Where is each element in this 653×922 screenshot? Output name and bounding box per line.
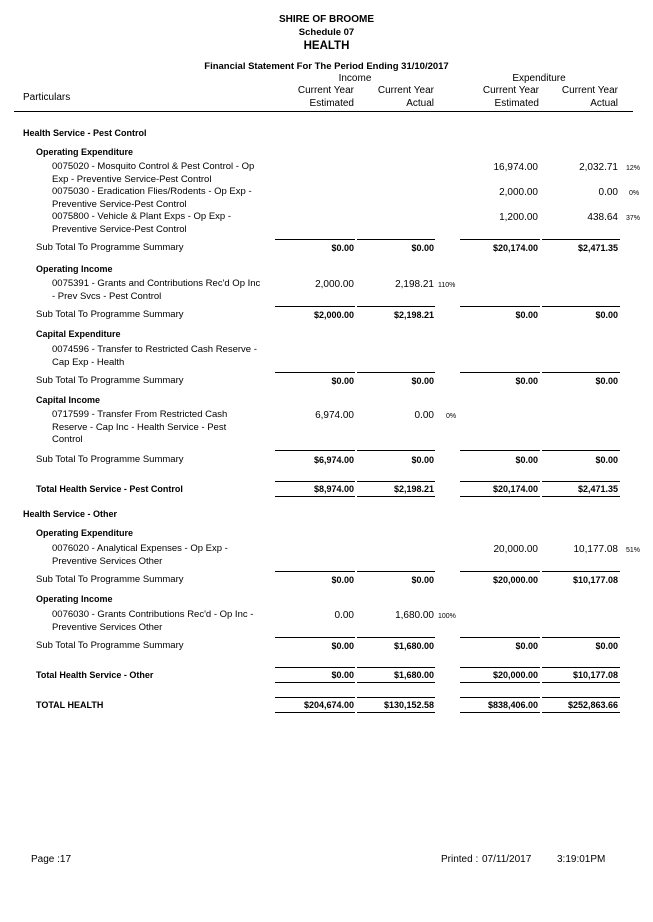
exp-est-heading-1: Current Year: [482, 85, 539, 96]
exp-act-heading-1: Current Year: [561, 85, 618, 96]
subtotal-exp-est: $0.00: [515, 641, 538, 651]
exp-percent: 12%: [626, 165, 641, 172]
subtotal-exp-act: $0.00: [595, 455, 618, 465]
inc-act-heading-2: Actual: [406, 98, 434, 109]
subtotal-inc-act: $2,198.21: [393, 310, 434, 320]
line-item-desc: 0075391 - Grants and Contributions Rec'd Op Inc - Prev Svcs - Pest Control: [52, 278, 261, 302]
grand-total-inc-est: $204,674.00: [303, 700, 354, 710]
line-item-desc: 0076020 - Analytical Expenses - Op Exp - Preventive Services Other: [52, 543, 228, 567]
subtotal-label: Sub Total To Programme Summary: [36, 454, 184, 465]
inc-est-heading-1: Current Year: [297, 85, 354, 96]
total-exp-act: $2,471.35: [577, 484, 618, 494]
grand-total-inc-act: $130,152.58: [383, 700, 434, 710]
exp-act-value: 2,032.71: [579, 162, 618, 173]
particulars-heading: Particulars: [23, 92, 71, 103]
inc-act-value: 2,198.21: [395, 279, 434, 290]
inc-est-heading-2: Estimated: [309, 98, 354, 109]
total-inc-est: $8,974.00: [313, 484, 354, 494]
subtotal-inc-act: $1,680.00: [393, 641, 434, 651]
department-title: HEALTH: [303, 40, 350, 52]
subtotal-exp-est: $20,000.00: [492, 575, 538, 585]
exp-est-value: 2,000.00: [499, 187, 538, 198]
line-item-desc: 0076030 - Grants Contributions Rec'd - Op Inc - Preventive Services Other: [52, 609, 254, 633]
inc-est-value: 0.00: [334, 610, 354, 621]
line-item-desc: 0074596 - Transfer to Restricted Cash Reserve - Cap Exp - Health: [52, 344, 257, 368]
page-number: Page :17: [31, 854, 72, 865]
inc-act-value: 1,680.00: [395, 610, 434, 621]
exp-est-value: 1,200.00: [499, 212, 538, 223]
exp-percent: 37%: [626, 215, 641, 222]
header-divider: [14, 111, 633, 112]
subtotal-inc-est: $0.00: [331, 575, 354, 585]
grand-total-label: TOTAL HEALTH: [36, 700, 104, 710]
total-inc-act: $2,198.21: [393, 484, 434, 494]
group-title-operating-income: Operating Income: [36, 594, 113, 604]
line-item-desc: 0075030 - Eradication Flies/Rodents - Op Exp - Preventive Service-Pest Control: [52, 186, 252, 210]
subtotal-inc-act: $0.00: [411, 575, 434, 585]
group-title-capital-expenditure: Capital Expenditure: [36, 329, 121, 339]
grand-total-exp-est: $838,406.00: [487, 700, 538, 710]
inc-percent: 0%: [446, 413, 457, 420]
exp-est-heading-2: Estimated: [494, 98, 539, 109]
subtotal-exp-est: $20,174.00: [492, 243, 538, 253]
subtotal-inc-est: $0.00: [331, 243, 354, 253]
inc-percent: 100%: [438, 613, 456, 620]
exp-act-value: 0.00: [598, 187, 618, 198]
org-name: SHIRE OF BROOME: [278, 14, 374, 25]
inc-act-heading-1: Current Year: [377, 85, 434, 96]
subtotal-label: Sub Total To Programme Summary: [36, 309, 184, 320]
subtotal-exp-act: $10,177.08: [572, 575, 618, 585]
subtotal-exp-act: $0.00: [595, 641, 618, 651]
printed-time: 3:19:01PM: [557, 854, 606, 865]
subtotal-inc-act: $0.00: [411, 455, 434, 465]
section-title-other: Health Service - Other: [23, 509, 118, 519]
subtotal-label: Sub Total To Programme Summary: [36, 242, 184, 253]
exp-act-value: 438.64: [587, 212, 618, 223]
exp-est-value: 16,974.00: [493, 162, 538, 173]
subtotal-exp-act: $0.00: [595, 310, 618, 320]
printed-label: Printed :: [441, 854, 479, 865]
exp-act-heading-2: Actual: [590, 98, 618, 109]
inc-percent: 110%: [438, 282, 456, 289]
subtotal-inc-est: $2,000.00: [313, 310, 354, 320]
inc-est-value: 2,000.00: [315, 279, 354, 290]
total-exp-est: $20,174.00: [492, 484, 538, 494]
section-total-label: Total Health Service - Other: [36, 670, 154, 680]
exp-act-value: 10,177.08: [573, 544, 618, 555]
line-item-desc: 0717599 - Transfer From Restricted Cash Reserve - Cap Inc - Health Service - Pest Control: [52, 409, 228, 445]
subtotal-exp-est: $0.00: [515, 376, 538, 386]
section-total-label: Total Health Service - Pest Control: [36, 484, 183, 494]
exp-est-value: 20,000.00: [493, 544, 538, 555]
total-exp-est: $20,000.00: [492, 670, 538, 680]
subtotal-inc-act: $0.00: [411, 243, 434, 253]
total-inc-est: $0.00: [331, 670, 354, 680]
subtotal-exp-act: $2,471.35: [577, 243, 618, 253]
inc-est-value: 6,974.00: [315, 410, 354, 421]
subtotal-label: Sub Total To Programme Summary: [36, 574, 184, 585]
income-group-heading: Income: [338, 73, 372, 84]
section-title-pest-control: Health Service - Pest Control: [23, 128, 147, 138]
subtotal-exp-act: $0.00: [595, 376, 618, 386]
group-title-operating-expenditure: Operating Expenditure: [36, 147, 134, 157]
expenditure-group-heading: Expenditure: [512, 73, 566, 84]
subtotal-inc-est: $0.00: [331, 376, 354, 386]
total-inc-act: $1,680.00: [393, 670, 434, 680]
schedule-label: Schedule 07: [298, 27, 355, 38]
exp-percent: 0%: [629, 190, 640, 197]
inc-act-value: 0.00: [414, 410, 434, 421]
subtotal-inc-est: $0.00: [331, 641, 354, 651]
subtotal-exp-est: $0.00: [515, 455, 538, 465]
line-item-desc: 0075020 - Mosquito Control & Pest Control - Op Exp - Preventive Service-Pest Control: [52, 161, 255, 185]
printed-date: 07/11/2017: [482, 854, 532, 865]
subtotal-inc-act: $0.00: [411, 376, 434, 386]
group-title-operating-income: Operating Income: [36, 264, 113, 274]
subtotal-exp-est: $0.00: [515, 310, 538, 320]
grand-total-exp-act: $252,863.66: [567, 700, 618, 710]
total-exp-act: $10,177.08: [572, 670, 618, 680]
line-item-desc: 0075800 - Vehicle & Plant Exps - Op Exp - Preventive Service-Pest Control: [52, 211, 232, 235]
group-title-capital-income: Capital Income: [36, 395, 101, 405]
statement-title: Financial Statement For The Period Ending 31/10/2017: [204, 61, 449, 72]
group-title-operating-expenditure: Operating Expenditure: [36, 528, 134, 538]
exp-percent: 51%: [626, 547, 641, 554]
subtotal-label: Sub Total To Programme Summary: [36, 640, 184, 651]
subtotal-label: Sub Total To Programme Summary: [36, 375, 184, 386]
subtotal-inc-est: $6,974.00: [313, 455, 354, 465]
